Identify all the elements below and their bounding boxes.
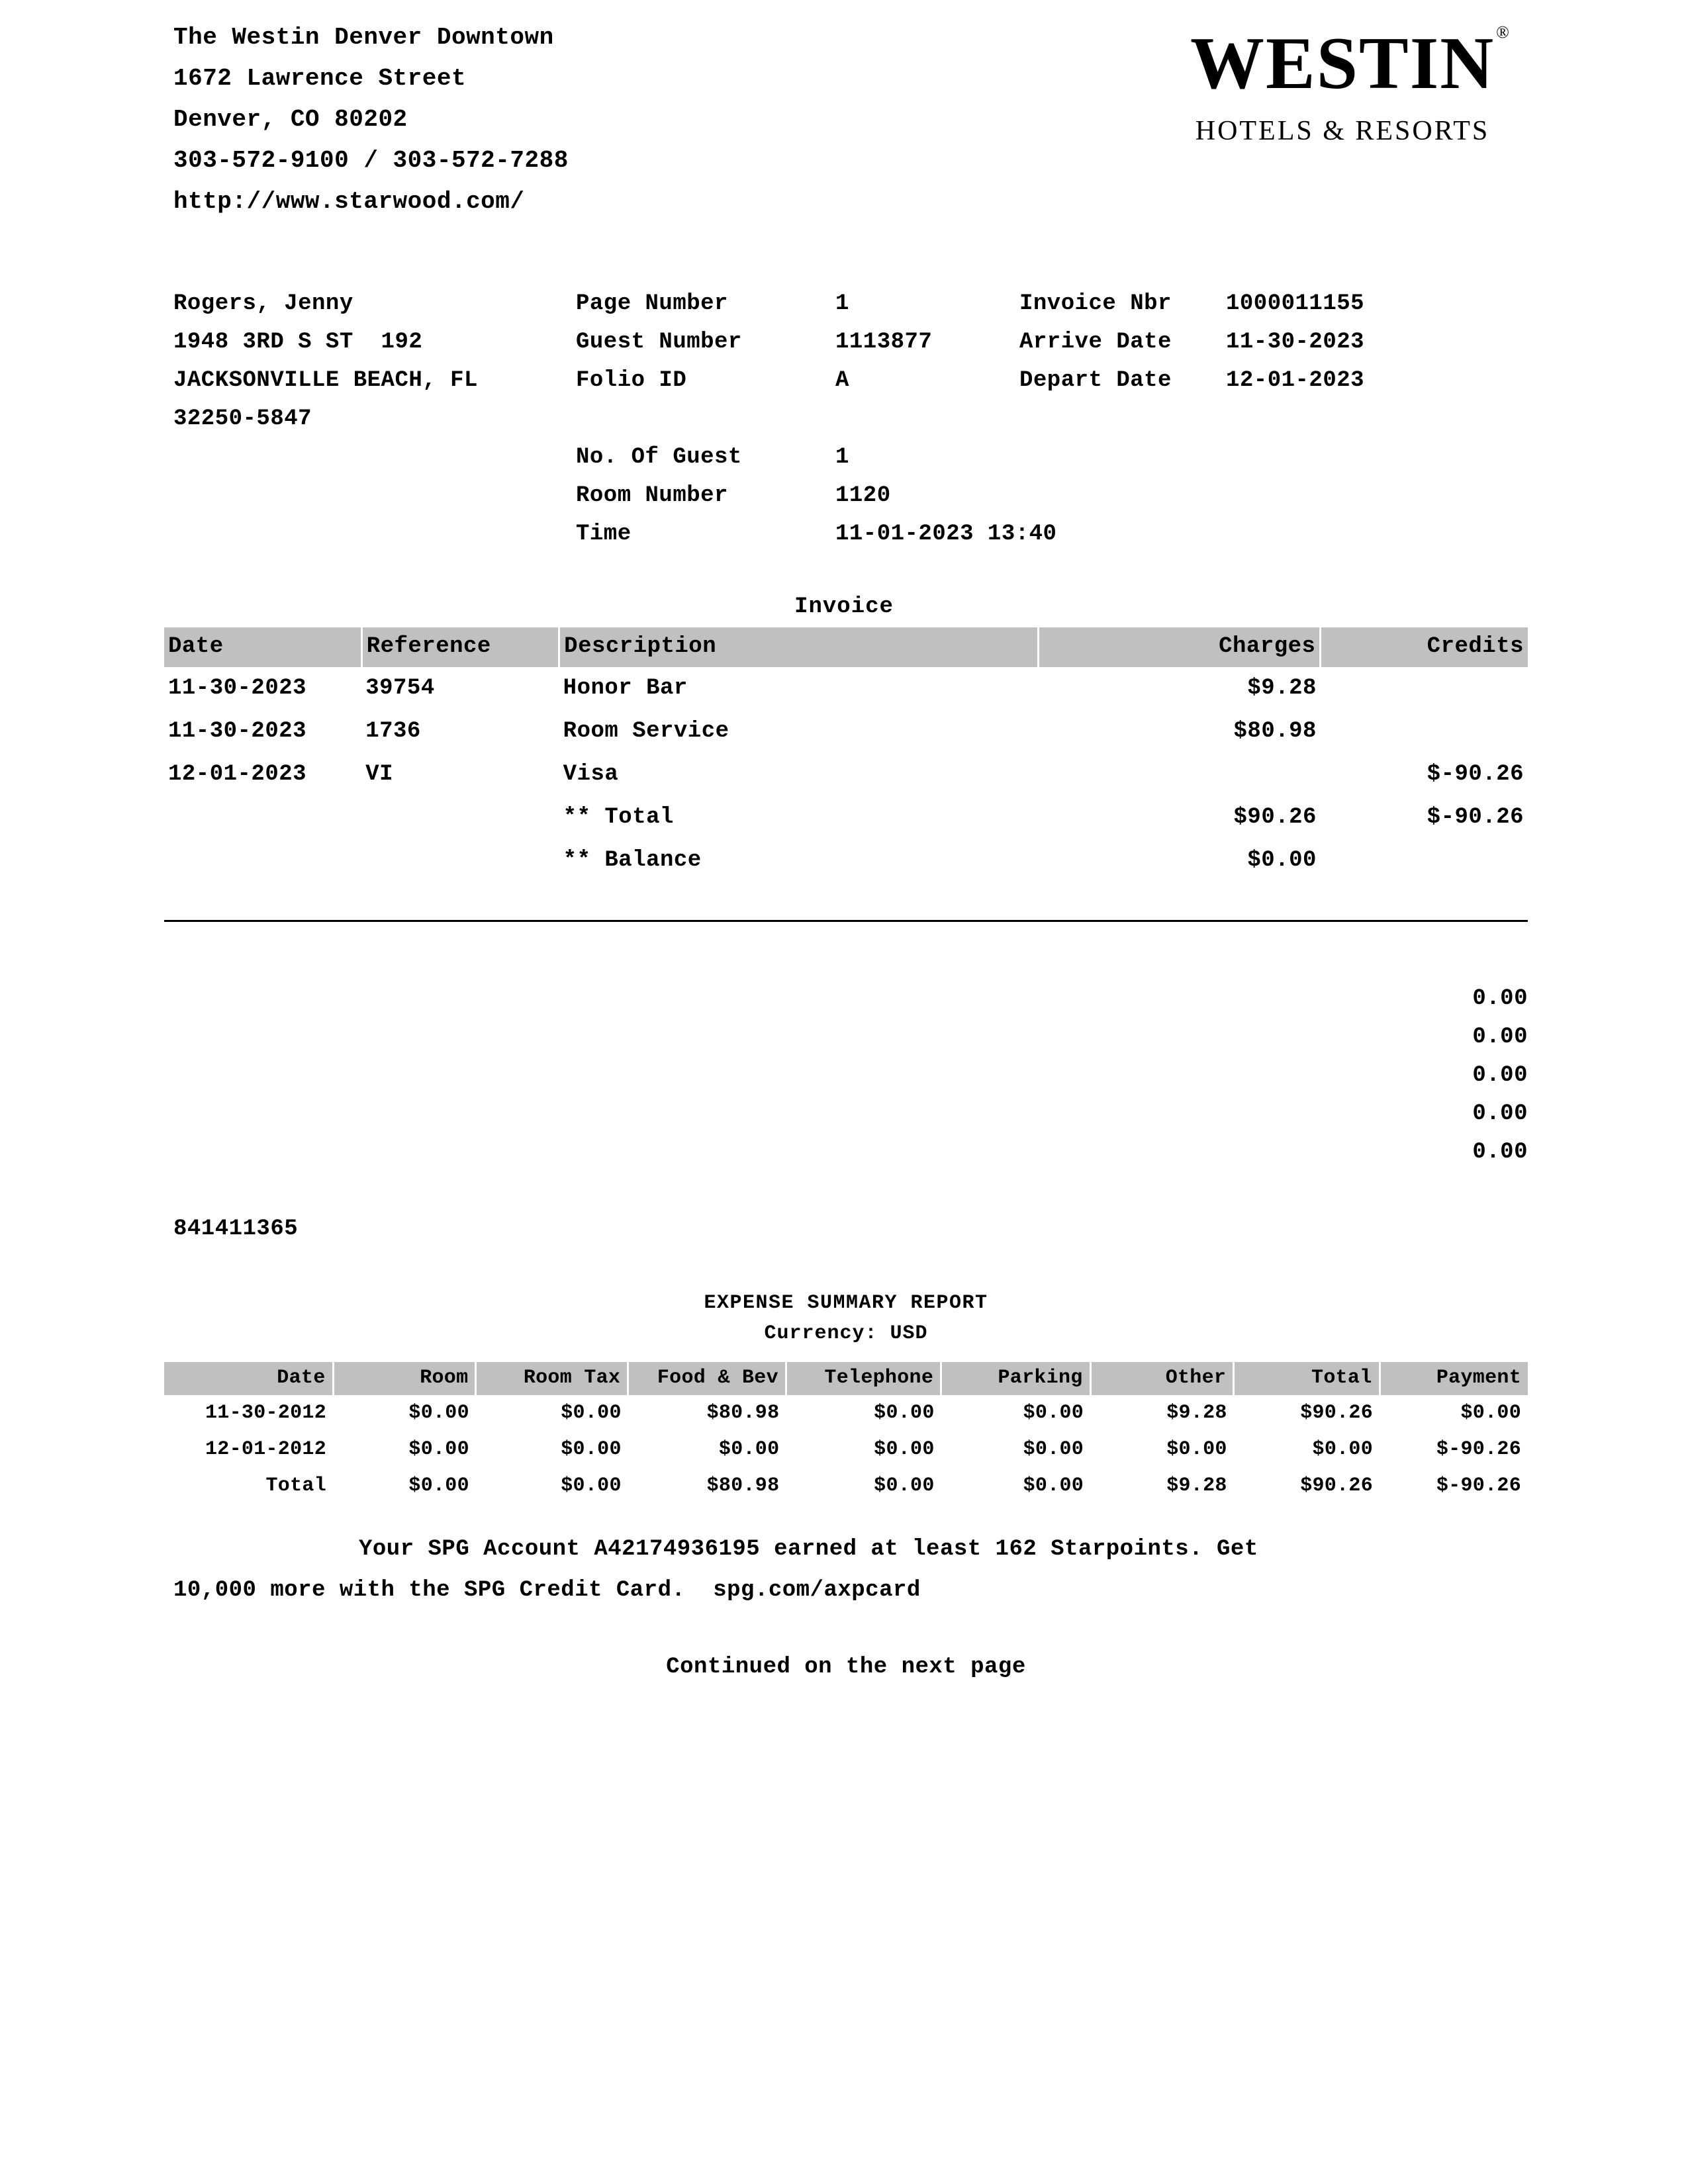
spg-promo-line-2: 10,000 more with the SPG Credit Card. spg.com/axpcard	[173, 1578, 921, 1603]
invoice-cell-description: Visa	[563, 762, 619, 787]
expense-cell-food-bev: $80.98	[706, 1402, 780, 1424]
invoice-cell-reference	[361, 839, 559, 882]
invoice-cell-date: 12-01-2023	[168, 762, 307, 787]
westin-logo-subtitle: HOTELS & RESORTS	[1195, 116, 1490, 146]
westin-wordmark-text: WESTIN	[1190, 23, 1495, 105]
invoice-cell-description: Honor Bar	[563, 676, 688, 701]
expense-cell-other: $9.28	[1166, 1475, 1227, 1497]
invoice-nbr-label: Invoice Nbr	[1019, 291, 1172, 316]
expense-cell-date: Total	[265, 1475, 327, 1497]
expense-cell-total: $90.26	[1300, 1402, 1374, 1424]
expense-cell-room: $0.00	[408, 1438, 469, 1461]
table-row	[164, 1395, 1528, 1432]
invoice-cell-credits	[1321, 710, 1528, 753]
page-number-label: Page Number	[576, 291, 728, 316]
expense-header-payment: Payment	[1380, 1362, 1528, 1395]
guest-name: Rogers, Jenny	[173, 291, 353, 316]
section-divider	[164, 920, 1528, 922]
guest-address-line3: 32250-5847	[173, 406, 312, 432]
hotel-website: http://www.starwood.com/	[173, 188, 525, 215]
invoice-cell-description: Room Service	[563, 719, 729, 744]
expense-cell-parking: $0.00	[1023, 1475, 1084, 1497]
invoice-table	[164, 627, 1528, 882]
invoice-header-reference: Reference	[361, 627, 559, 667]
spg-promo-note	[173, 1529, 1515, 1611]
expense-summary-currency: Currency: USD	[764, 1322, 928, 1345]
guest-number-label: Guest Number	[576, 330, 742, 355]
document-header	[173, 17, 1515, 242]
no-of-guest-label: No. Of Guest	[576, 445, 742, 470]
guest-address-line2: JACKSONVILLE BEACH, FL	[173, 368, 478, 393]
invoice-cell-charges: $0.00	[1247, 848, 1317, 873]
invoice-cell-credits: $-90.26	[1427, 762, 1524, 787]
table-row	[164, 753, 1528, 796]
invoice-cell-description: ** Balance	[563, 848, 702, 873]
table-row	[164, 1432, 1528, 1468]
expense-cell-total: $90.26	[1300, 1475, 1374, 1497]
expense-cell-other: $9.28	[1166, 1402, 1227, 1424]
invoice-table-header-row	[164, 627, 1528, 667]
hotel-address-block	[173, 17, 569, 222]
zero-amount-line: 0.00	[1472, 1140, 1528, 1165]
expense-cell-payment: $0.00	[1460, 1402, 1521, 1424]
depart-date-label: Depart Date	[1019, 368, 1172, 393]
hotel-city-state-zip: Denver, CO 80202	[173, 106, 408, 133]
expense-cell-date: 12-01-2012	[205, 1438, 327, 1461]
invoice-cell-description: ** Total	[563, 805, 674, 830]
zero-amount-line: 0.00	[1472, 986, 1528, 1011]
page-number-value: 1	[835, 291, 849, 316]
table-row	[164, 667, 1528, 710]
westin-logo	[1190, 22, 1511, 147]
expense-cell-room: $0.00	[408, 1475, 469, 1497]
expense-cell-room-tax: $0.00	[561, 1402, 622, 1424]
registered-trademark-icon: ®	[1496, 22, 1511, 42]
invoice-table-body	[164, 667, 1528, 882]
invoice-cell-reference: 39754	[365, 676, 435, 701]
expense-header-food-bev: Food & Bev	[628, 1362, 786, 1395]
folio-id-label: Folio ID	[576, 368, 687, 393]
guest-info-row	[173, 361, 1515, 400]
time-label: Time	[576, 522, 632, 547]
expense-header-other: Other	[1090, 1362, 1234, 1395]
invoice-section-title: Invoice	[794, 594, 894, 619]
expense-header-date: Date	[164, 1362, 333, 1395]
invoice-cell-date	[164, 796, 361, 839]
depart-date-value: 12-01-2023	[1226, 368, 1365, 393]
guest-info-row	[173, 438, 1515, 477]
continued-notice: Continued on the next page	[666, 1655, 1026, 1680]
guest-info-row	[173, 400, 1515, 438]
invoice-cell-charges: $80.98	[1233, 719, 1317, 744]
arrive-date-value: 11-30-2023	[1226, 330, 1365, 355]
guest-info-row	[173, 323, 1515, 361]
invoice-cell-credits	[1321, 839, 1528, 882]
invoice-header-charges: Charges	[1038, 627, 1321, 667]
invoice-header-description: Description	[559, 627, 1038, 667]
invoice-header-date: Date	[164, 627, 361, 667]
expense-summary-body	[164, 1395, 1528, 1504]
expense-summary-table	[164, 1362, 1528, 1504]
expense-summary-title: EXPENSE SUMMARY REPORT	[704, 1292, 988, 1314]
guest-info-block	[173, 285, 1515, 553]
expense-header-room-tax: Room Tax	[476, 1362, 628, 1395]
room-number-label: Room Number	[576, 483, 728, 508]
invoice-cell-charges: $90.26	[1233, 805, 1317, 830]
invoice-cell-charges: $9.28	[1247, 676, 1317, 701]
hotel-name: The Westin Denver Downtown	[173, 24, 554, 51]
invoice-cell-reference: VI	[365, 762, 394, 787]
expense-cell-room-tax: $0.00	[561, 1475, 622, 1497]
zero-amount-line: 0.00	[1472, 1063, 1528, 1088]
table-row-total	[164, 796, 1528, 839]
invoice-cell-credits: $-90.26	[1427, 805, 1524, 830]
hotel-street: 1672 Lawrence Street	[173, 65, 467, 92]
expense-cell-room: $0.00	[408, 1402, 469, 1424]
expense-cell-parking: $0.00	[1023, 1438, 1084, 1461]
room-number-value: 1120	[835, 483, 891, 508]
expense-header-total: Total	[1234, 1362, 1380, 1395]
expense-cell-telephone: $0.00	[874, 1475, 935, 1497]
expense-header-room: Room	[333, 1362, 476, 1395]
folio-id-value: A	[835, 368, 849, 393]
expense-cell-payment: $-90.26	[1436, 1438, 1521, 1461]
expense-cell-room-tax: $0.00	[561, 1438, 622, 1461]
invoice-cell-date	[164, 839, 361, 882]
spg-promo-line-1: Your SPG Account A42174936195 earned at least 162 Starpoints. Get	[359, 1537, 1258, 1562]
no-of-guest-value: 1	[835, 445, 849, 470]
expense-cell-food-bev: $0.00	[718, 1438, 780, 1461]
expense-cell-total: $0.00	[1312, 1438, 1374, 1461]
hotel-phone-numbers: 303-572-9100 / 303-572-7288	[173, 147, 569, 174]
arrive-date-label: Arrive Date	[1019, 330, 1172, 355]
expense-header-telephone: Telephone	[786, 1362, 941, 1395]
invoice-cell-date: 11-30-2023	[168, 676, 307, 701]
zero-amount-line: 0.00	[1472, 1024, 1528, 1050]
westin-wordmark	[1190, 22, 1511, 105]
expense-cell-parking: $0.00	[1023, 1402, 1084, 1424]
invoice-nbr-value: 1000011155	[1226, 291, 1365, 316]
invoice-cell-reference	[361, 796, 559, 839]
expense-summary-header-row	[164, 1362, 1528, 1395]
zero-amount-column	[164, 979, 1528, 1171]
table-row-balance	[164, 839, 1528, 882]
guest-info-row	[173, 285, 1515, 323]
zero-amount-line: 0.00	[1472, 1101, 1528, 1126]
expense-cell-food-bev: $80.98	[706, 1475, 780, 1497]
expense-header-parking: Parking	[941, 1362, 1090, 1395]
expense-cell-date: 11-30-2012	[205, 1402, 327, 1424]
expense-cell-telephone: $0.00	[874, 1438, 935, 1461]
guest-info-row	[173, 515, 1515, 553]
expense-cell-telephone: $0.00	[874, 1402, 935, 1424]
guest-info-row	[173, 477, 1515, 515]
table-row-total	[164, 1468, 1528, 1504]
account-number: 841411365	[173, 1216, 299, 1242]
guest-number-value: 1113877	[835, 330, 933, 355]
time-value: 11-01-2023 13:40	[835, 522, 1057, 547]
guest-address-line1: 1948 3RD S ST 192	[173, 330, 423, 355]
invoice-cell-reference: 1736	[365, 719, 421, 744]
table-row	[164, 710, 1528, 753]
invoice-header-credits: Credits	[1321, 627, 1528, 667]
invoice-cell-credits	[1321, 667, 1528, 710]
invoice-cell-date: 11-30-2023	[168, 719, 307, 744]
expense-cell-other: $0.00	[1166, 1438, 1227, 1461]
invoice-cell-charges	[1038, 753, 1321, 796]
expense-cell-payment: $-90.26	[1436, 1475, 1521, 1497]
